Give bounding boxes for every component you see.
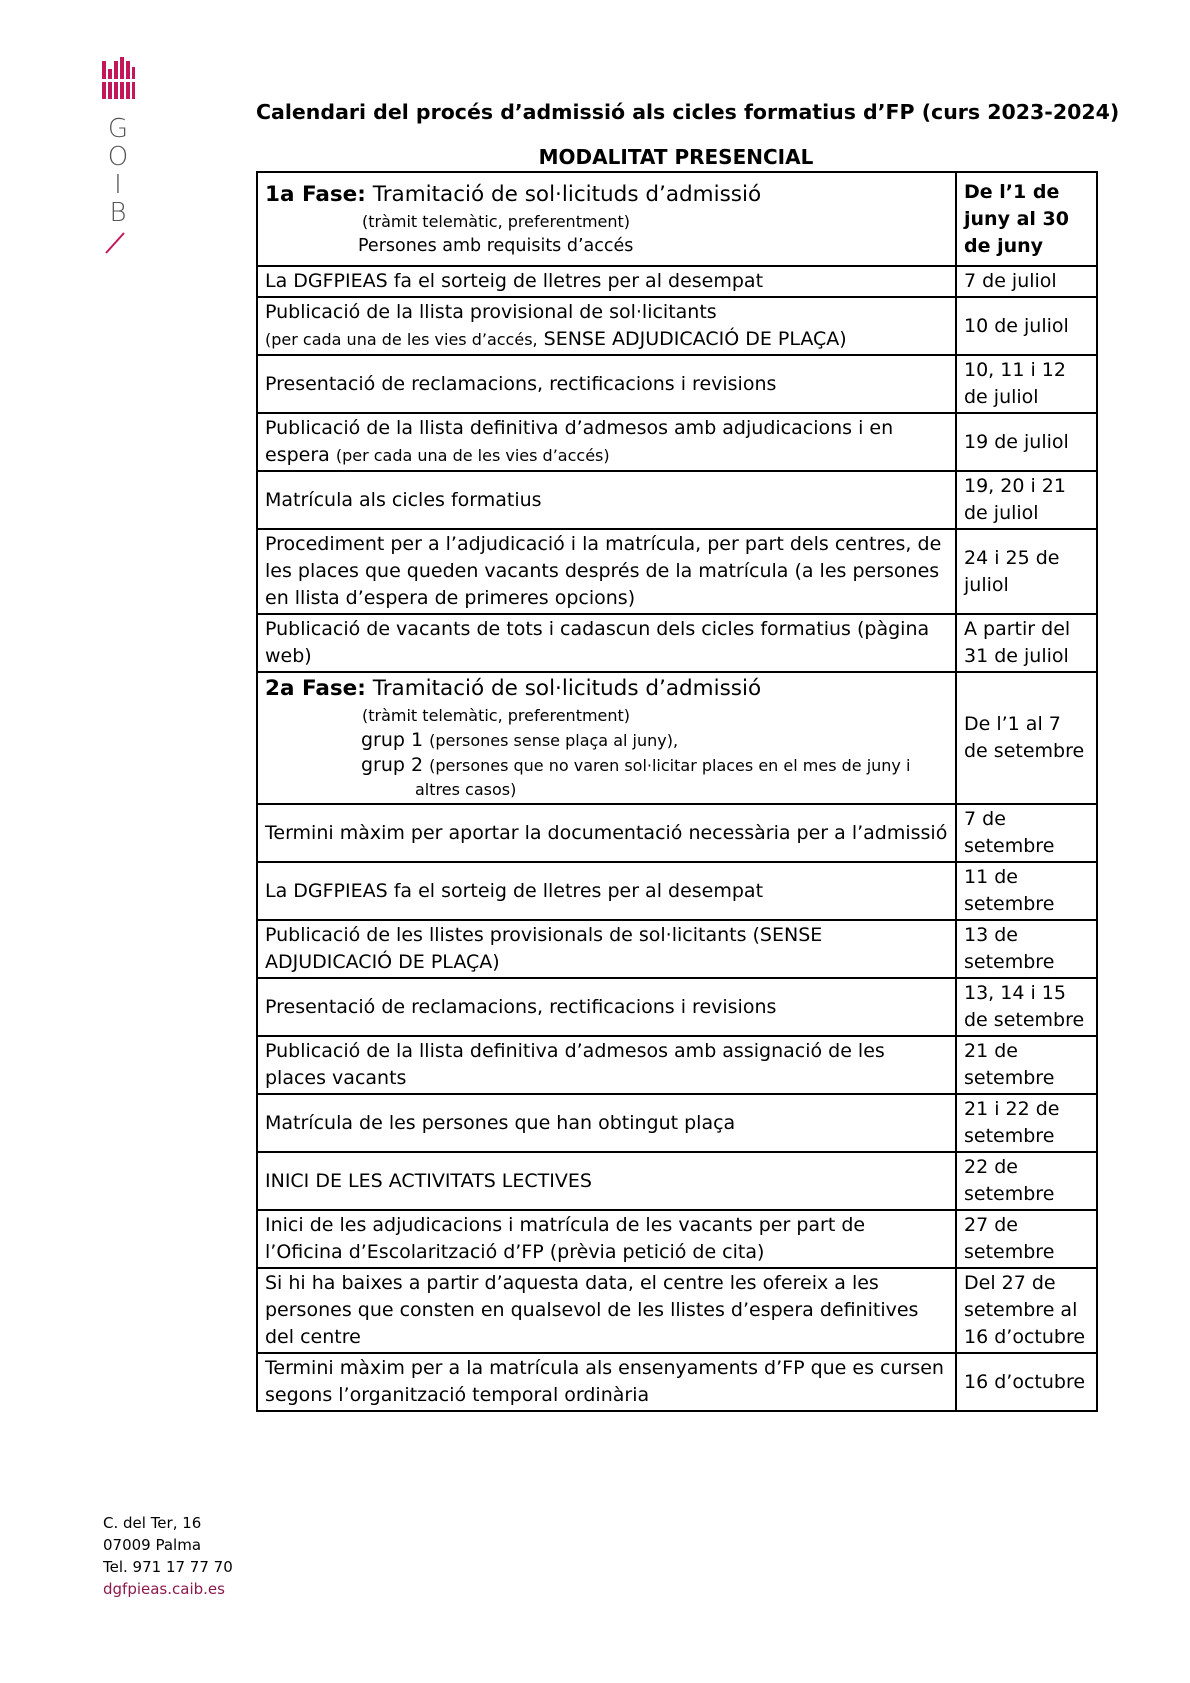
table-row-phase1	[257, 172, 1097, 266]
goib-emblem-icon	[100, 55, 136, 105]
row-event-cell	[257, 862, 956, 920]
row-event-cell	[257, 297, 956, 355]
phase2-group2-note2: altres casos)	[415, 780, 517, 799]
table-row	[257, 413, 1097, 471]
row-event-text: La DGFPIEAS fa el sorteig de lletres per al desempat	[265, 879, 764, 902]
row-date: 19, 20 i 21 de juliol	[956, 471, 1097, 529]
row-event-text: Publicació de la llista definitiva d’admesos amb adjudicacions i en espera	[265, 417, 894, 466]
page-title: Calendari del procés d’admissió als cicles formatius d’FP (curs 2023-2024)	[256, 100, 1120, 124]
row-event-note: (per cada una de les vies d’accés,	[265, 330, 538, 349]
row-event-text: Presentació de reclamacions, rectificacions i revisions	[265, 372, 777, 395]
row-event-cell	[257, 978, 956, 1036]
row-date: 27 de setembre	[956, 1210, 1097, 1268]
row-event-text: Matrícula de les persones que han obtingut plaça	[265, 1111, 736, 1134]
logo-letter-g: G	[107, 114, 129, 144]
row-event-cell	[257, 804, 956, 862]
phase2-group1-label: grup 1	[361, 729, 424, 751]
phase1-date: De l’1 de juny al 30 de juny	[956, 172, 1097, 266]
table-row	[257, 978, 1097, 1036]
table-row-phase2	[257, 672, 1097, 804]
row-event-cell	[257, 1036, 956, 1094]
footer-address: C. del Ter, 16	[103, 1514, 202, 1532]
row-date: 19 de juliol	[956, 413, 1097, 471]
row-event-cell	[257, 1353, 956, 1411]
phase2-cell	[257, 672, 956, 804]
phase1-note1: (tràmit telemàtic, preferentment)	[362, 212, 631, 231]
table-row	[257, 297, 1097, 355]
row-event-note: (per cada una de les vies d’accés)	[335, 446, 610, 465]
logo-slash-icon	[100, 231, 136, 255]
row-date: 7 de setembre	[956, 804, 1097, 862]
row-date: 13, 14 i 15 de setembre	[956, 978, 1097, 1036]
phase2-group2	[265, 753, 948, 778]
phase2-note1: (tràmit telemàtic, preferentment)	[362, 706, 631, 725]
footer-web-link[interactable]: dgfpieas.caib.es	[103, 1580, 225, 1598]
phase2-group1-note: (persones sense plaça al juny),	[429, 731, 679, 750]
row-event-cell	[257, 1094, 956, 1152]
table-row	[257, 1036, 1097, 1094]
table-row	[257, 1353, 1097, 1411]
row-date: 11 de setembre	[956, 862, 1097, 920]
logo-letter-o: O	[107, 142, 129, 172]
row-event-text: Termini màxim per aportar la documentació necessària per a l’admissió	[265, 821, 948, 844]
row-event-text: INICI DE LES ACTIVITATS LECTIVES	[265, 1169, 592, 1192]
table-row	[257, 355, 1097, 413]
table-row	[257, 1268, 1097, 1353]
row-event-text: Publicació de la llista definitiva d’admesos amb assignació de les places vacants	[265, 1040, 885, 1089]
row-event-cell	[257, 413, 956, 471]
table-row	[257, 1210, 1097, 1268]
logo-letter-b: B	[109, 198, 127, 228]
table-row	[257, 529, 1097, 614]
footer-city: 07009 Palma	[103, 1536, 202, 1554]
table-row	[257, 471, 1097, 529]
row-event-text: Matrícula als cicles formatius	[265, 488, 542, 511]
row-event-text: Publicació de vacants de tots i cadascun dels cicles formatius (pàgina web)	[265, 618, 930, 667]
table-row	[257, 614, 1097, 672]
phase2-text: Tramitació de sol·licituds d’admissió	[372, 676, 762, 701]
row-date: 22 de setembre	[956, 1152, 1097, 1210]
logo-letter-i: I	[114, 170, 122, 200]
phase2-group2-label: grup 2	[361, 754, 424, 776]
phase1-cell	[257, 172, 956, 266]
row-date: A partir del 31 de juliol	[956, 614, 1097, 672]
row-date: 10, 11 i 12 de juliol	[956, 355, 1097, 413]
footer	[103, 1512, 233, 1600]
calendar-table	[256, 171, 1098, 1412]
row-date: 24 i 25 de juliol	[956, 529, 1097, 614]
table-row	[257, 266, 1097, 297]
row-event-text: Presentació de reclamacions, rectificacions i revisions	[265, 995, 777, 1018]
row-event-cell	[257, 529, 956, 614]
row-date: 16 d’octubre	[956, 1353, 1097, 1411]
phase1-text: Tramitació de sol·licituds d’admissió	[372, 182, 762, 207]
row-event-cell	[257, 355, 956, 413]
row-event-cell	[257, 1152, 956, 1210]
row-event-text: La DGFPIEAS fa el sorteig de lletres per al desempat	[265, 270, 764, 292]
row-event-text: Inici de les adjudicacions i matrícula de les vacants per part de l’Oficina d’Escolarització d’FP (prèvia petició de cita)	[265, 1214, 866, 1263]
phase2-group1	[265, 728, 948, 753]
row-event-text: Procediment per a l’adjudicació i la matrícula, per part dels centres, de les places que queden vacants després de la matrícula (a les persones en llista d’espera de primeres opcions)	[265, 533, 942, 609]
phase1-note2: Persones amb requisits d’accés	[358, 236, 634, 256]
page-subtitle: MODALITAT PRESENCIAL	[538, 145, 814, 169]
row-event-cell	[257, 920, 956, 978]
row-event-cell	[257, 1268, 956, 1353]
phase1-label: 1a Fase:	[265, 182, 366, 207]
row-event-cell	[257, 471, 956, 529]
row-event-cell	[257, 1210, 956, 1268]
row-date: 21 i 22 de setembre	[956, 1094, 1097, 1152]
row-date: 7 de juliol	[956, 266, 1097, 297]
row-event-note-caps: SENSE ADJUDICACIÓ DE PLAÇA)	[537, 328, 847, 350]
row-event-text: Publicació de la llista provisional de sol·licitants	[265, 301, 717, 323]
phase2-group2-note: (persones que no varen sol·licitar places en el mes de juny i	[429, 756, 911, 775]
phase2-label: 2a Fase:	[265, 676, 366, 701]
table-row	[257, 920, 1097, 978]
row-date: 21 de setembre	[956, 1036, 1097, 1094]
row-event-cell	[257, 266, 956, 297]
row-event-cell	[257, 614, 956, 672]
row-event-text: Termini màxim per a la matrícula als ensenyaments d’FP que es cursen segons l’organització temporal ordinària	[265, 1357, 944, 1406]
row-date: 13 de setembre	[956, 920, 1097, 978]
goib-logo	[100, 55, 140, 255]
phase2-heading	[265, 674, 948, 704]
table-row	[257, 804, 1097, 862]
phase2-date: De l’1 al 7 de setembre	[956, 672, 1097, 804]
table-row	[257, 1152, 1097, 1210]
table-row	[257, 862, 1097, 920]
footer-phone: Tel. 971 17 77 70	[103, 1558, 233, 1576]
row-date: Del 27 de setembre al 16 d’octubre	[956, 1268, 1097, 1353]
table-row	[257, 1094, 1097, 1152]
row-event-text: Si hi ha baixes a partir d’aquesta data, el centre les ofereix a les persones que consten en qualsevol de les llistes d’espera definitives del centre	[265, 1272, 919, 1348]
row-date: 10 de juliol	[956, 297, 1097, 355]
row-event-text: Publicació de les llistes provisionals de sol·licitants (SENSE ADJUDICACIÓ DE PLAÇA)	[265, 924, 823, 973]
